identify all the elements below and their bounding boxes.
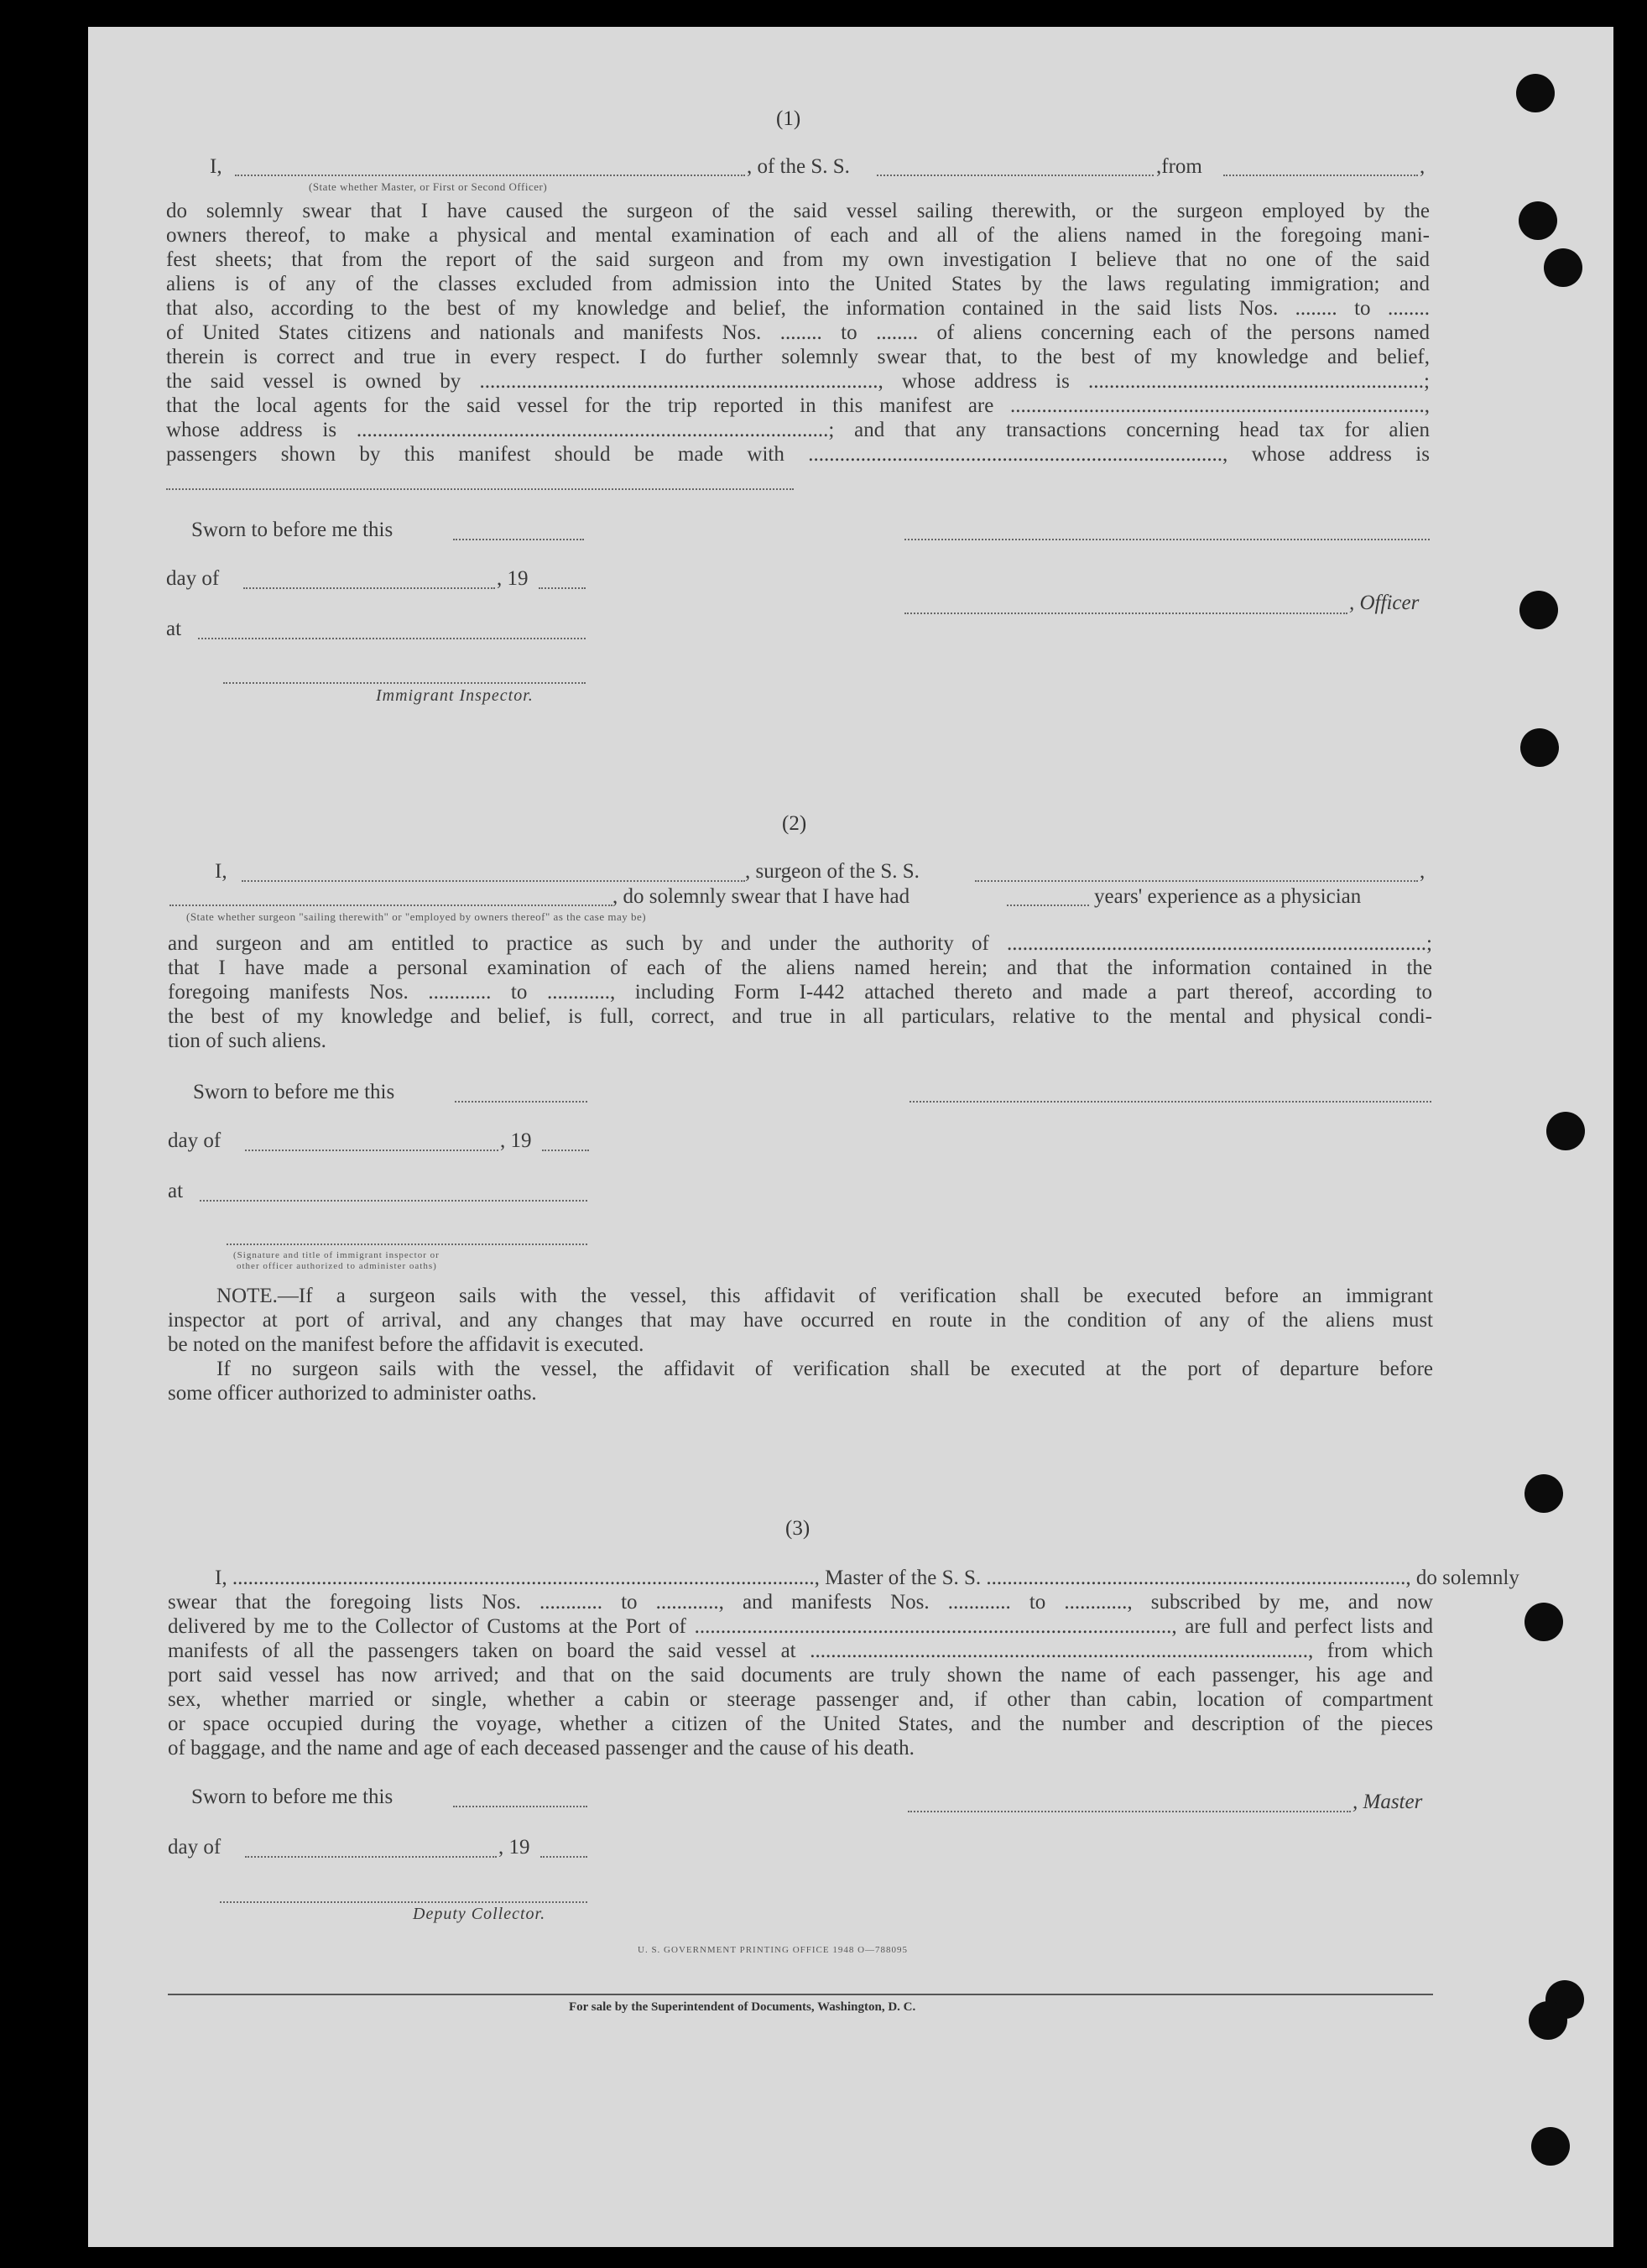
surgeon-body-line: and surgeon and am entitled to practice as such by and under the authority of ................................................................................; — [168, 932, 1432, 955]
punch-hole — [1529, 2001, 1567, 2040]
inspector-signature-line[interactable] — [227, 1243, 587, 1245]
oath-body-line: that the local agents for the said vessel for the trip reported in this manifest are ..............................................................................., — [166, 394, 1430, 417]
surgeon-body-line: that I have made a personal examination of each of the aliens named herein; and that the information contained in the — [168, 957, 1432, 979]
master-body-line: sex, whether married or single, whether a cabin or steerage passenger and, if other than cabin, location of compartment — [168, 1688, 1433, 1711]
sworn-label: Sworn to before me this — [191, 519, 394, 541]
note-line: NOTE.—If a surgeon sails with the vessel, this affidavit of verification shall be executed before an immigrant — [216, 1285, 1433, 1307]
surgeon-vessel-field[interactable] — [975, 880, 1418, 882]
punch-hole — [1520, 728, 1559, 767]
sale-notice: For sale by the Superintendent of Documents, Washington, D. C. — [569, 2000, 916, 2014]
oath-body-line: passengers shown by this manifest should be made with ..............................................................................., whose address is — [166, 443, 1430, 466]
deputy-signature-line[interactable] — [220, 1901, 587, 1903]
officer-label: , Officer — [1349, 592, 1420, 614]
sworn-date-field[interactable] — [453, 539, 584, 540]
at-place-field[interactable] — [198, 638, 586, 639]
years-experience-label: , do solemnly swear that I have had — [612, 885, 910, 908]
day-of-field[interactable] — [243, 587, 495, 589]
signature-title-note: (Signature and title of immigrant inspector or — [233, 1250, 440, 1260]
physician-label: years' experience as a physician — [1094, 885, 1362, 908]
oath-body-line: therein is correct and true in every respect. I do further solemnly swear that, to the best of my knowledge and belief, — [166, 346, 1430, 368]
year-field[interactable] — [542, 1150, 589, 1151]
master-label: , Master — [1353, 1791, 1423, 1813]
head-tax-address-field[interactable] — [166, 488, 794, 490]
line-end-comma: , — [1420, 860, 1425, 883]
year-label: , 19 — [497, 567, 529, 590]
sworn-label: Sworn to before me this — [193, 1081, 395, 1103]
year-label: , 19 — [498, 1836, 530, 1859]
surgeon-body-line: tion of such aliens. — [168, 1030, 326, 1052]
oath-body-line: that also, according to the best of my knowledge and belief, the information contained in the said lists Nos. ........ to ........ — [166, 297, 1430, 320]
day-of-field[interactable] — [245, 1150, 498, 1151]
sworn-label: Sworn to before me this — [191, 1786, 394, 1808]
oath-body-line: fest sheets; that from the report of the said surgeon and from my own investigation I believe that no one of the said — [166, 248, 1430, 271]
surgeon-vessel-label: , surgeon of the S. S. — [745, 860, 920, 883]
section-number: (1) — [776, 107, 801, 130]
oath-body-line: the said vessel is owned by ............................................................................, whose address is ................................................................; — [166, 370, 1430, 393]
punch-hole — [1544, 248, 1582, 287]
at-place-field[interactable] — [200, 1200, 587, 1202]
year-label: , 19 — [500, 1129, 532, 1152]
surgeon-name-field[interactable] — [242, 880, 745, 882]
oath-body-line: whose address is ..........................................................................................; and that any transactions concerning head tax for alien — [166, 419, 1430, 441]
year-field[interactable] — [540, 1856, 587, 1858]
master-body-line: manifests of all the passengers taken on board the said vessel at ..............................................................................................., from which — [168, 1640, 1433, 1662]
year-field[interactable] — [539, 587, 586, 589]
oath-body-line: do solemnly swear that I have caused the surgeon of the said vessel sailing therewith, or the surgeon employed by the — [166, 200, 1430, 222]
master-body-line: of baggage, and the name and age of each deceased passenger and the cause of his death. — [168, 1737, 915, 1760]
day-of-label: day of — [168, 1129, 222, 1152]
punch-hole — [1519, 201, 1557, 240]
master-body-line: delivered by me to the Collector of Customs at the Port of ..........................................................................................., are full and perfect lists and — [168, 1615, 1433, 1638]
oath-body-line: owners thereof, to make a physical and mental examination of each and all of the aliens named in the foregoing mani- — [166, 224, 1430, 247]
surgeon-status-note: (State whether surgeon "sailing therewith" or "employed by owners thereof" as the case may be) — [186, 910, 647, 923]
sworn-date-field[interactable] — [455, 1101, 587, 1103]
oath-body-line: aliens is of any of the classes excluded from admission into the United States by the laws regulating immigration; and — [166, 273, 1430, 295]
punch-hole — [1525, 1474, 1563, 1513]
officer-name-field[interactable] — [235, 175, 745, 176]
at-label: at — [166, 618, 182, 640]
sworn-date-field[interactable] — [453, 1806, 587, 1807]
note-line: some officer authorized to administer oaths. — [168, 1382, 537, 1405]
from-port-field[interactable] — [1223, 175, 1418, 176]
master-body-line: swear that the foregoing lists Nos. ............ to ............, and manifests Nos. ............ to ............, subscribed by me, and now — [168, 1591, 1433, 1614]
signature-line[interactable] — [904, 539, 1430, 540]
vessel-name-field[interactable] — [877, 175, 1154, 176]
day-of-field[interactable] — [245, 1856, 497, 1858]
master-body-line: or space occupied during the voyage, whether a citizen of the United States, and the number and description of the pieces — [168, 1713, 1433, 1735]
inspector-signature-line[interactable] — [223, 682, 586, 684]
oath-body-line: of United States citizens and nationals and manifests Nos. ........ to ........ of aliens concerning each of the persons named — [166, 321, 1430, 344]
oath-i-label: I, — [215, 860, 227, 883]
surgeon-signature-line[interactable] — [909, 1101, 1431, 1103]
master-body-line: I, ..............................................................................................................., Master of the S. S. ................................................................................, do solemnly — [215, 1567, 1519, 1589]
footer-rule — [168, 1994, 1433, 1995]
officer-signature-line[interactable] — [904, 613, 1347, 614]
vessel-label: , of the S. S. — [747, 155, 850, 178]
master-signature-line[interactable] — [908, 1811, 1351, 1812]
surgeon-status-field[interactable] — [169, 905, 612, 906]
day-of-label: day of — [168, 1836, 222, 1859]
punch-hole — [1516, 74, 1555, 112]
punch-hole — [1519, 591, 1558, 629]
punch-hole — [1525, 1603, 1563, 1641]
punch-hole — [1531, 2127, 1570, 2166]
at-label: at — [168, 1180, 184, 1202]
master-body-line: port said vessel has now arrived; and that on the said documents are truly shown the name of each passenger, his age and — [168, 1664, 1433, 1687]
note-line: If no surgeon sails with the vessel, the affidavit of verification shall be executed at the port of departure before — [216, 1358, 1433, 1380]
years-experience-field[interactable] — [1007, 905, 1089, 906]
day-of-label: day of — [166, 567, 220, 590]
from-label: ,from — [1156, 155, 1202, 178]
section-number: (2) — [782, 812, 807, 835]
deputy-collector-title: Deputy Collector. — [413, 1905, 546, 1923]
punch-hole — [1546, 1112, 1585, 1150]
officer-rank-note: (State whether Master, or First or Second Officer) — [309, 180, 548, 193]
oath-i-label: I, — [210, 155, 222, 178]
signature-title-note: other officer authorized to administer oaths) — [237, 1261, 437, 1271]
surgeon-body-line: the best of my knowledge and belief, is full, correct, and true in all particulars, relative to the mental and physical condi- — [168, 1005, 1432, 1028]
note-line: be noted on the manifest before the affidavit is executed. — [168, 1333, 644, 1356]
surgeon-body-line: foregoing manifests Nos. ............ to ............, including Form I-442 attached thereto and made a part thereof, according to — [168, 981, 1432, 1004]
note-line: inspector at port of arrival, and any changes that may have occurred en route in the condition of any of the aliens must — [168, 1309, 1433, 1332]
section-number: (3) — [785, 1517, 810, 1540]
inspector-title: Immigrant Inspector. — [376, 686, 534, 705]
line-end-comma: , — [1420, 155, 1425, 178]
printing-office-line: U. S. GOVERNMENT PRINTING OFFICE 1948 O—788095 — [638, 1945, 909, 1955]
